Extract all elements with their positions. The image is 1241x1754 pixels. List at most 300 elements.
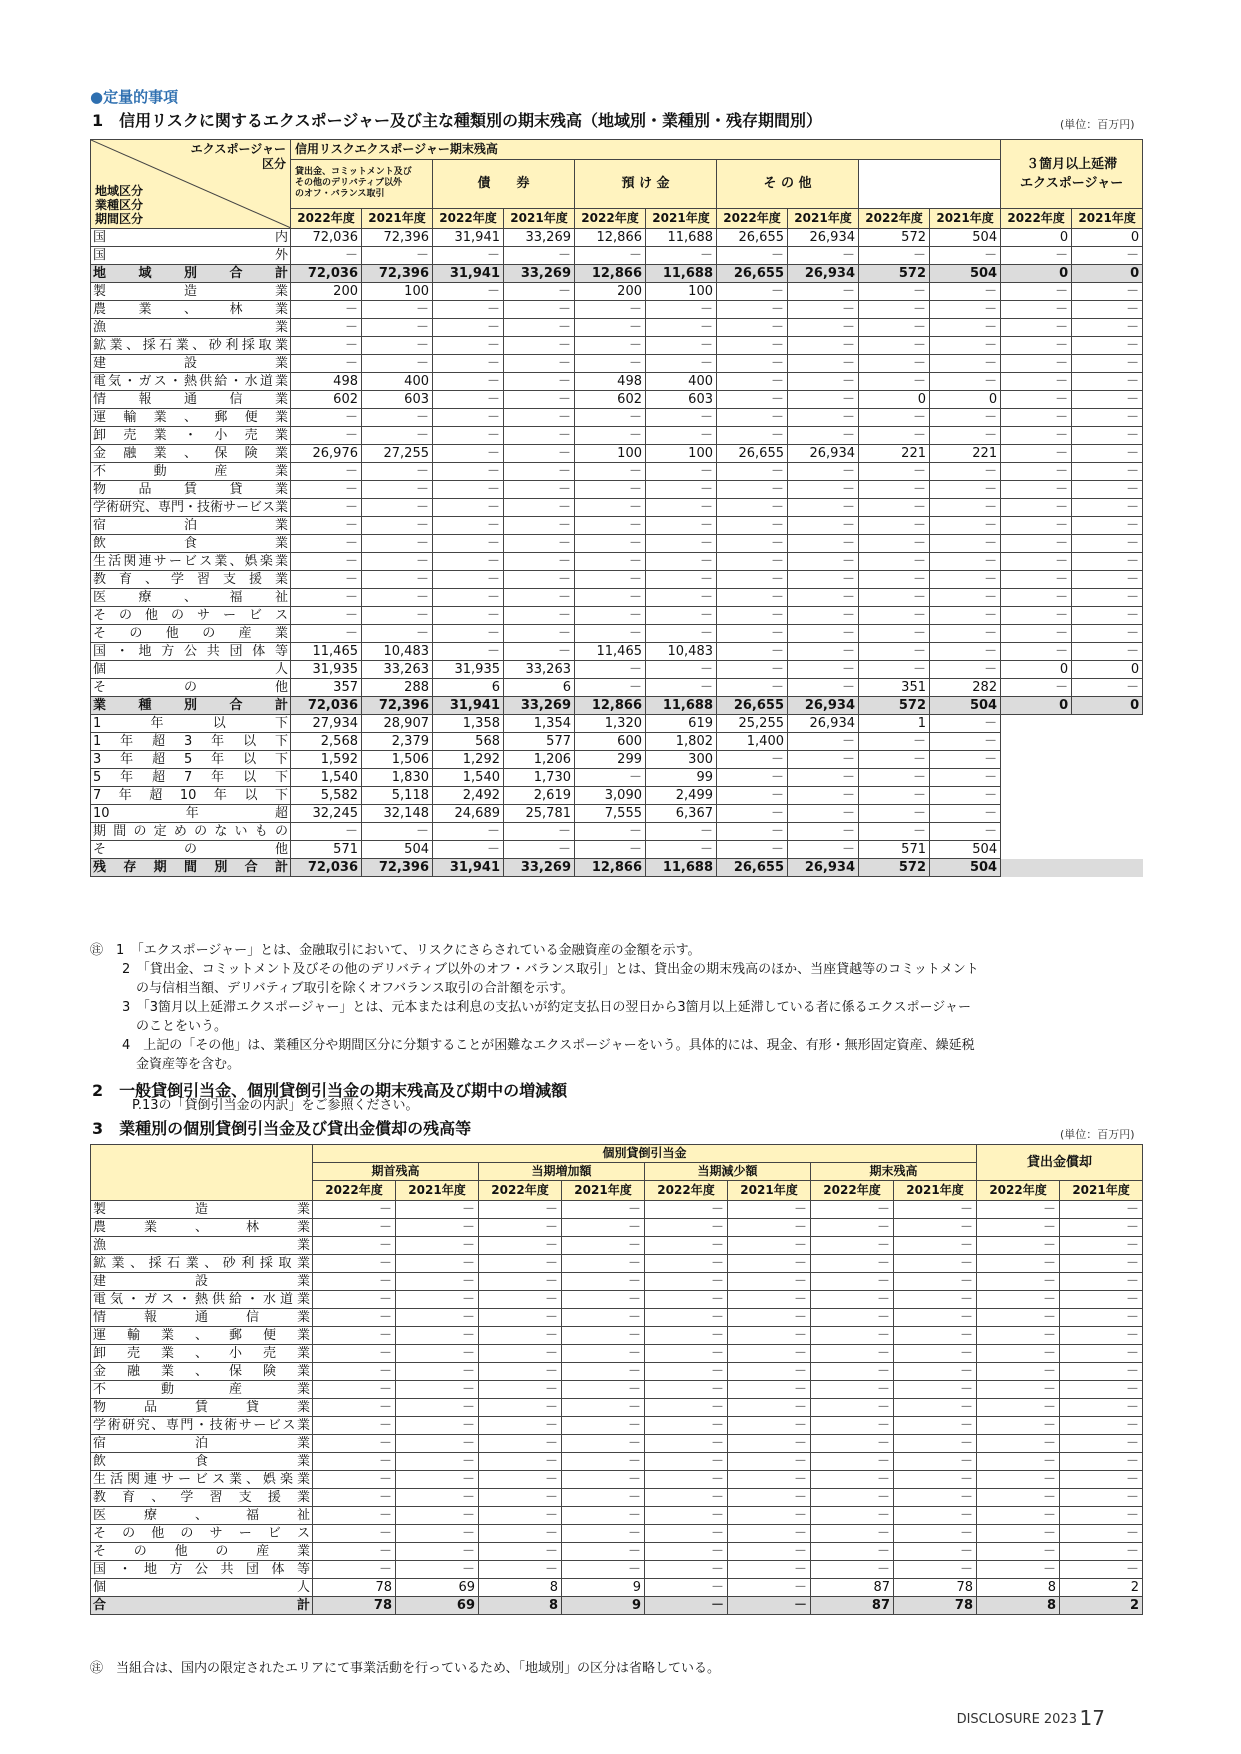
table-cell: － bbox=[313, 1291, 396, 1309]
table-row bbox=[91, 805, 1143, 823]
table-cell: － bbox=[433, 355, 504, 373]
table-cell: － bbox=[859, 607, 930, 625]
table-cell: － bbox=[562, 1219, 645, 1237]
table-cell: － bbox=[894, 1471, 977, 1489]
table-cell: － bbox=[788, 733, 859, 751]
row-label: 国・地方公共団体等 bbox=[91, 1561, 313, 1579]
table-cell: － bbox=[1072, 517, 1143, 535]
table-cell: 200 bbox=[291, 283, 362, 301]
table-cell: － bbox=[1060, 1435, 1143, 1453]
row-label: 業種別合計 bbox=[91, 697, 291, 715]
table-cell: 11,465 bbox=[575, 643, 646, 661]
table-cell: － bbox=[396, 1201, 479, 1219]
row-label: 3年超5年以下 bbox=[91, 751, 291, 769]
table-cell: 99 bbox=[646, 769, 717, 787]
table-cell: － bbox=[575, 679, 646, 697]
table-cell: － bbox=[1001, 445, 1072, 463]
table-cell: － bbox=[646, 463, 717, 481]
table-cell: 1,506 bbox=[362, 751, 433, 769]
table-cell: － bbox=[1072, 607, 1143, 625]
table-cell: 24,689 bbox=[433, 805, 504, 823]
table-cell: － bbox=[562, 1435, 645, 1453]
table-cell: － bbox=[717, 787, 788, 805]
table-cell: － bbox=[859, 787, 930, 805]
table-cell: － bbox=[313, 1201, 396, 1219]
table-row bbox=[91, 1381, 1143, 1399]
table-row bbox=[91, 1363, 1143, 1381]
table-cell: 25,781 bbox=[504, 805, 575, 823]
table-cell: － bbox=[646, 589, 717, 607]
table-cell: － bbox=[396, 1489, 479, 1507]
table-cell: － bbox=[504, 607, 575, 625]
table-cell: 12,866 bbox=[575, 859, 646, 877]
table-cell: － bbox=[1072, 625, 1143, 643]
table-cell: － bbox=[291, 589, 362, 607]
table-cell: － bbox=[645, 1579, 728, 1597]
table-cell: － bbox=[575, 841, 646, 859]
row-label: 情報通信業 bbox=[91, 391, 291, 409]
table-cell: － bbox=[717, 607, 788, 625]
table-cell: － bbox=[1072, 481, 1143, 499]
table-cell: － bbox=[1072, 535, 1143, 553]
table-cell: － bbox=[717, 337, 788, 355]
section-label: ●定量的事項 bbox=[90, 88, 179, 106]
table-cell: － bbox=[562, 1273, 645, 1291]
table-cell: － bbox=[396, 1435, 479, 1453]
table-cell: － bbox=[1001, 373, 1072, 391]
table-cell: － bbox=[717, 499, 788, 517]
table-cell: － bbox=[1060, 1309, 1143, 1327]
table-cell: － bbox=[645, 1255, 728, 1273]
table-cell: － bbox=[930, 733, 1001, 751]
table-cell: － bbox=[930, 409, 1001, 427]
table-cell: － bbox=[291, 247, 362, 265]
table-cell: － bbox=[433, 571, 504, 589]
table-cell: 0 bbox=[1001, 697, 1072, 715]
table-cell: － bbox=[562, 1381, 645, 1399]
empty-cell bbox=[1001, 841, 1143, 859]
corner-top-label: エクスポージャー 区分 bbox=[190, 142, 286, 171]
table-cell: 26,655 bbox=[717, 229, 788, 247]
table-row bbox=[91, 247, 1143, 265]
table-cell: － bbox=[894, 1435, 977, 1453]
table-cell: － bbox=[811, 1255, 894, 1273]
table-cell: － bbox=[1060, 1219, 1143, 1237]
table-row bbox=[91, 751, 1143, 769]
table-cell: － bbox=[1072, 553, 1143, 571]
table-cell: 11,688 bbox=[646, 229, 717, 247]
table-cell: － bbox=[930, 499, 1001, 517]
table-cell: － bbox=[646, 301, 717, 319]
year-header: 2022年度 bbox=[811, 1181, 894, 1201]
table-cell: － bbox=[433, 301, 504, 319]
table-row bbox=[91, 859, 1143, 877]
table-cell: － bbox=[717, 463, 788, 481]
table-cell: － bbox=[1001, 643, 1072, 661]
note-2b: の与信相当額、デリバティブ取引を除くオフバランス取引の合計額を示す。 bbox=[136, 981, 574, 996]
table-cell: － bbox=[575, 409, 646, 427]
table-cell: － bbox=[930, 535, 1001, 553]
table-cell: 221 bbox=[859, 445, 930, 463]
table-cell: － bbox=[433, 373, 504, 391]
table-cell: － bbox=[479, 1507, 562, 1525]
empty-cell bbox=[1001, 769, 1143, 787]
table-cell: 299 bbox=[575, 751, 646, 769]
table-cell: － bbox=[788, 841, 859, 859]
table-cell: － bbox=[433, 463, 504, 481]
row-label: 国 内 bbox=[91, 229, 291, 247]
table-cell: － bbox=[930, 769, 1001, 787]
table-cell: － bbox=[728, 1309, 811, 1327]
table-cell: － bbox=[1072, 589, 1143, 607]
table-cell: 572 bbox=[859, 265, 930, 283]
table3-heading: 3 業種別の個別貸倒引当金及び貸出金償却の残高等 bbox=[92, 1119, 472, 1138]
table-cell: － bbox=[717, 283, 788, 301]
table-cell: － bbox=[894, 1489, 977, 1507]
table-cell: 504 bbox=[930, 841, 1001, 859]
table-cell: － bbox=[433, 535, 504, 553]
table-cell: 0 bbox=[930, 391, 1001, 409]
table-row bbox=[91, 355, 1143, 373]
year-header: 2021年度 bbox=[788, 208, 859, 228]
table-cell: － bbox=[1001, 589, 1072, 607]
table-cell: － bbox=[728, 1237, 811, 1255]
table-cell: － bbox=[504, 373, 575, 391]
table-cell: － bbox=[1060, 1417, 1143, 1435]
table-cell: － bbox=[645, 1507, 728, 1525]
table-cell: － bbox=[645, 1453, 728, 1471]
table-cell: － bbox=[313, 1309, 396, 1327]
table-cell: － bbox=[362, 301, 433, 319]
year-header: 2022年度 bbox=[717, 208, 788, 228]
row-label: 電気・ガス・熱供給・水道業 bbox=[91, 373, 291, 391]
table-cell: 572 bbox=[859, 697, 930, 715]
table-cell: － bbox=[811, 1291, 894, 1309]
row-label: 合計 bbox=[91, 1597, 313, 1615]
row-label: 漁業 bbox=[91, 319, 291, 337]
table-cell: － bbox=[646, 823, 717, 841]
table-cell: 72,036 bbox=[291, 859, 362, 877]
table-cell: － bbox=[504, 247, 575, 265]
table-cell: － bbox=[717, 661, 788, 679]
table-row bbox=[91, 517, 1143, 535]
table-cell: － bbox=[433, 481, 504, 499]
table-cell: － bbox=[362, 517, 433, 535]
table-cell: － bbox=[1072, 301, 1143, 319]
table-cell: － bbox=[930, 607, 1001, 625]
table-cell: － bbox=[433, 427, 504, 445]
table-cell: 504 bbox=[930, 697, 1001, 715]
table-cell: － bbox=[859, 517, 930, 535]
table-cell: － bbox=[575, 301, 646, 319]
table-cell: － bbox=[1001, 535, 1072, 553]
table-cell: 26,655 bbox=[717, 859, 788, 877]
table-cell: 26,934 bbox=[788, 445, 859, 463]
writeoff-header: 貸出金償却 bbox=[977, 1145, 1143, 1181]
table-cell: － bbox=[811, 1363, 894, 1381]
row-label: 金融業、保険業 bbox=[91, 445, 291, 463]
table-cell: － bbox=[313, 1327, 396, 1345]
table-cell: － bbox=[859, 823, 930, 841]
table-cell: － bbox=[1001, 409, 1072, 427]
table-cell: － bbox=[811, 1507, 894, 1525]
table-cell: 504 bbox=[362, 841, 433, 859]
table-cell: 0 bbox=[1001, 229, 1072, 247]
table-row bbox=[91, 1309, 1143, 1327]
table-cell: － bbox=[859, 805, 930, 823]
table-cell: － bbox=[717, 625, 788, 643]
table-row bbox=[91, 1399, 1143, 1417]
table-row bbox=[91, 1255, 1143, 1273]
table-cell: 11,688 bbox=[646, 265, 717, 283]
table-cell: － bbox=[291, 571, 362, 589]
table-cell: － bbox=[717, 751, 788, 769]
table-cell: － bbox=[646, 841, 717, 859]
table-cell: － bbox=[479, 1399, 562, 1417]
table-cell: － bbox=[859, 283, 930, 301]
table-cell: － bbox=[977, 1291, 1060, 1309]
allowance-table bbox=[90, 1144, 1143, 1615]
row-label: 不動産業 bbox=[91, 463, 291, 481]
table-cell: 72,396 bbox=[362, 265, 433, 283]
table-row bbox=[91, 1597, 1143, 1615]
table-cell: 577 bbox=[504, 733, 575, 751]
table-cell: 78 bbox=[894, 1597, 977, 1615]
table-cell: － bbox=[575, 337, 646, 355]
table-row bbox=[91, 1561, 1143, 1579]
table-cell: － bbox=[479, 1543, 562, 1561]
table-cell: － bbox=[433, 499, 504, 517]
table-cell: － bbox=[362, 535, 433, 553]
table-cell: － bbox=[1001, 553, 1072, 571]
table-cell: 2,379 bbox=[362, 733, 433, 751]
table-row bbox=[91, 679, 1143, 697]
note-4b: 金資産等を含む。 bbox=[136, 1057, 241, 1072]
table-cell: 87 bbox=[811, 1579, 894, 1597]
table-cell: 5,118 bbox=[362, 787, 433, 805]
table-cell: － bbox=[433, 841, 504, 859]
table-cell: 5,582 bbox=[291, 787, 362, 805]
table-row bbox=[91, 1471, 1143, 1489]
table-cell: － bbox=[575, 481, 646, 499]
table-row bbox=[91, 1579, 1143, 1597]
table-cell: － bbox=[1060, 1543, 1143, 1561]
table-cell: － bbox=[646, 427, 717, 445]
table-cell: － bbox=[562, 1507, 645, 1525]
year-header: 2022年度 bbox=[977, 1181, 1060, 1201]
table-cell: 72,396 bbox=[362, 859, 433, 877]
table-cell: － bbox=[977, 1237, 1060, 1255]
table-cell: － bbox=[788, 751, 859, 769]
table-cell: － bbox=[788, 571, 859, 589]
table-row bbox=[91, 499, 1143, 517]
table-row bbox=[91, 1327, 1143, 1345]
table-cell: － bbox=[433, 445, 504, 463]
table-cell: － bbox=[575, 661, 646, 679]
year-header: 2021年度 bbox=[728, 1181, 811, 1201]
table-cell: 400 bbox=[646, 373, 717, 391]
table-cell: － bbox=[977, 1201, 1060, 1219]
table-cell: － bbox=[1001, 283, 1072, 301]
table-cell: 603 bbox=[362, 391, 433, 409]
empty-cell bbox=[1001, 733, 1143, 751]
table-row bbox=[91, 391, 1143, 409]
table-cell: － bbox=[788, 463, 859, 481]
table-cell: － bbox=[504, 301, 575, 319]
table-cell: － bbox=[362, 589, 433, 607]
table-cell: － bbox=[479, 1363, 562, 1381]
table-cell: － bbox=[977, 1417, 1060, 1435]
table-cell: － bbox=[362, 499, 433, 517]
table-cell: － bbox=[717, 769, 788, 787]
table-cell: － bbox=[562, 1399, 645, 1417]
table-cell: － bbox=[646, 517, 717, 535]
table-cell: － bbox=[1001, 679, 1072, 697]
row-label: 鉱業、採石業、砂利採取業 bbox=[91, 337, 291, 355]
table-cell: － bbox=[930, 283, 1001, 301]
table-cell: － bbox=[433, 553, 504, 571]
table-cell: － bbox=[433, 337, 504, 355]
table-cell: － bbox=[562, 1489, 645, 1507]
table-cell: － bbox=[788, 553, 859, 571]
table-cell: － bbox=[1072, 463, 1143, 481]
row-label: 宿泊業 bbox=[91, 517, 291, 535]
table-cell: － bbox=[811, 1435, 894, 1453]
table-cell: 1,354 bbox=[504, 715, 575, 733]
table-cell: － bbox=[479, 1291, 562, 1309]
row-label: その他 bbox=[91, 679, 291, 697]
table-cell: 100 bbox=[362, 283, 433, 301]
table-cell: － bbox=[396, 1471, 479, 1489]
table-cell: － bbox=[504, 463, 575, 481]
row-label: 運輸業、郵便業 bbox=[91, 409, 291, 427]
table-cell: － bbox=[433, 319, 504, 337]
table-row bbox=[91, 1543, 1143, 1561]
table-cell: 0 bbox=[1072, 229, 1143, 247]
table-cell: － bbox=[811, 1525, 894, 1543]
table-cell: － bbox=[1001, 571, 1072, 589]
table-cell: 72,396 bbox=[362, 697, 433, 715]
table-cell: 498 bbox=[575, 373, 646, 391]
table-cell: － bbox=[291, 463, 362, 481]
table-cell: － bbox=[1001, 463, 1072, 481]
table-cell: 2 bbox=[1060, 1579, 1143, 1597]
table-cell: 6,367 bbox=[646, 805, 717, 823]
year-header: 2022年度 bbox=[1001, 208, 1072, 228]
row-label: その他 bbox=[91, 841, 291, 859]
table-cell: 31,941 bbox=[433, 697, 504, 715]
year-header: 2021年度 bbox=[396, 1181, 479, 1201]
table-cell: － bbox=[313, 1507, 396, 1525]
table-cell: － bbox=[788, 625, 859, 643]
table-cell: － bbox=[562, 1561, 645, 1579]
table-cell: 1,830 bbox=[362, 769, 433, 787]
table-row bbox=[91, 319, 1143, 337]
table-cell: － bbox=[575, 571, 646, 589]
end-balance-header: 期末残高 bbox=[811, 1163, 977, 1181]
row-label: 金融業、保険業 bbox=[91, 1363, 313, 1381]
table-cell: 1,802 bbox=[646, 733, 717, 751]
table-cell: － bbox=[645, 1201, 728, 1219]
table-cell: － bbox=[1001, 337, 1072, 355]
table-cell: － bbox=[788, 787, 859, 805]
table-cell: － bbox=[717, 319, 788, 337]
table-cell: － bbox=[811, 1561, 894, 1579]
table-cell: 603 bbox=[646, 391, 717, 409]
table-cell: － bbox=[291, 535, 362, 553]
table-cell: － bbox=[433, 643, 504, 661]
table-cell: － bbox=[728, 1417, 811, 1435]
table-cell: － bbox=[1072, 337, 1143, 355]
table-cell: － bbox=[562, 1291, 645, 1309]
table-cell: － bbox=[645, 1543, 728, 1561]
table-cell: － bbox=[977, 1543, 1060, 1561]
row-label: 不動産業 bbox=[91, 1381, 313, 1399]
table-cell: － bbox=[291, 301, 362, 319]
table-cell: 1,206 bbox=[504, 751, 575, 769]
table-cell: － bbox=[313, 1237, 396, 1255]
table-cell: － bbox=[894, 1507, 977, 1525]
table-row bbox=[91, 373, 1143, 391]
corner-bottom-label: 地域区分 業種区分 期間区分 bbox=[95, 184, 144, 226]
table-row bbox=[91, 481, 1143, 499]
table-cell: － bbox=[859, 733, 930, 751]
table-cell: － bbox=[894, 1237, 977, 1255]
table-cell: － bbox=[859, 643, 930, 661]
table-cell: 2,499 bbox=[646, 787, 717, 805]
table-cell: 31,941 bbox=[433, 859, 504, 877]
table-cell: － bbox=[291, 553, 362, 571]
table-cell: 2,619 bbox=[504, 787, 575, 805]
table-cell: － bbox=[788, 643, 859, 661]
row-label: 教育、学習支援業 bbox=[91, 571, 291, 589]
table-cell: 33,263 bbox=[362, 661, 433, 679]
table-cell: 31,935 bbox=[291, 661, 362, 679]
year-header: 2022年度 bbox=[575, 208, 646, 228]
table-cell: － bbox=[811, 1381, 894, 1399]
table-cell: － bbox=[717, 589, 788, 607]
table-cell: － bbox=[645, 1327, 728, 1345]
table-cell: － bbox=[788, 319, 859, 337]
table-cell: － bbox=[811, 1453, 894, 1471]
table-cell: 1,730 bbox=[504, 769, 575, 787]
exposure-table bbox=[90, 139, 1143, 877]
row-label: その他の産業 bbox=[91, 1543, 313, 1561]
row-label: 農業、林業 bbox=[91, 301, 291, 319]
table-cell: － bbox=[433, 589, 504, 607]
row-label: 国・地方公共団体等 bbox=[91, 643, 291, 661]
table-cell: 1,540 bbox=[433, 769, 504, 787]
delinquent-header: ３箇月以上延滞 エクスポージャー bbox=[1001, 140, 1143, 209]
table-cell: － bbox=[479, 1255, 562, 1273]
table-cell: － bbox=[788, 679, 859, 697]
table-cell: － bbox=[396, 1345, 479, 1363]
table-cell: － bbox=[859, 769, 930, 787]
table-cell: － bbox=[504, 589, 575, 607]
table-cell: 11,688 bbox=[646, 859, 717, 877]
table-cell: － bbox=[1001, 247, 1072, 265]
table-cell: － bbox=[479, 1435, 562, 1453]
table-cell: － bbox=[894, 1543, 977, 1561]
table-cell: － bbox=[396, 1309, 479, 1327]
year-header: 2021年度 bbox=[562, 1181, 645, 1201]
row-label: 10年超 bbox=[91, 805, 291, 823]
table-cell: 87 bbox=[811, 1597, 894, 1615]
table-cell: － bbox=[362, 409, 433, 427]
year-header: 2021年度 bbox=[504, 208, 575, 228]
year-header: 2022年度 bbox=[433, 208, 504, 228]
table-cell: － bbox=[646, 499, 717, 517]
